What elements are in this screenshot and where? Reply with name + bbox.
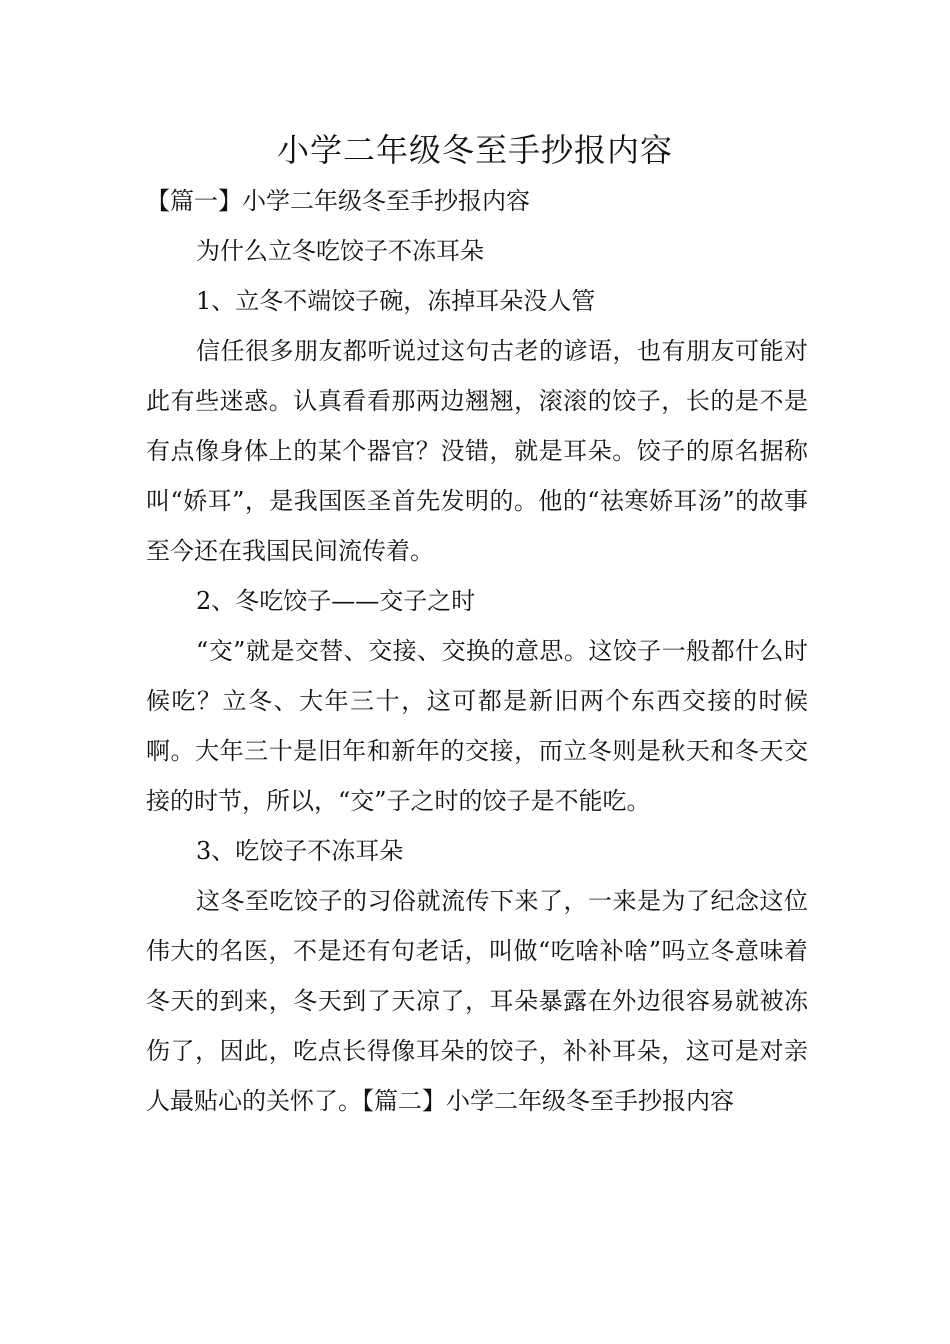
- article-subtitle: 为什么立冬吃饺子不冻耳朵: [196, 237, 484, 265]
- point-heading-3: 3、吃饺子不冻耳朵: [196, 837, 404, 865]
- body-paragraph-1: 信任很多朋友都听说过这句古老的谚语，也有朋友可能对此有些迷惑。认真看看那两边翘翘，滚滚的饺子，长的是不是有点像身体上的某个器官？没错，就是耳朵。饺子的原名据称叫“娇耳”，是我国医圣首先发明的。他的“祛寒娇耳汤”的故事至今还在我国民间流传着。: [146, 337, 808, 565]
- body-paragraph-3: 这冬至吃饺子的习俗就流传下来了，一来是为了纪念这位伟大的名医，不是还有句老话，叫做“吃啥补啥”吗立冬意味着冬天的到来，冬天到了天凉了，耳朵暴露在外边很容易就被冻伤了，因此，吃点长得像耳朵的饺子，补补耳朵，这可是对亲人最贴心的关怀了。【篇二】小学二年级冬至手抄报内容: [146, 887, 808, 1115]
- document-title: 小学二年级冬至手抄报内容: [276, 131, 673, 169]
- section-heading-part-one: 【篇一】小学二年级冬至手抄报内容: [146, 187, 530, 215]
- point-heading-2: 2、冬吃饺子——交子之时: [196, 587, 476, 615]
- document-body: [146, 176, 808, 1126]
- point-heading-1: 1、立冬不端饺子碗，冻掉耳朵没人管: [196, 287, 596, 315]
- body-paragraph-2: “交”就是交替、交接、交换的意思。这饺子一般都什么时候吃？立冬、大年三十，这可都是新旧两个东西交接的时候啊。大年三十是旧年和新年的交接，而立冬则是秋天和冬天交接的时节，所以，“交”子之时的饺子是不能吃。: [146, 637, 808, 815]
